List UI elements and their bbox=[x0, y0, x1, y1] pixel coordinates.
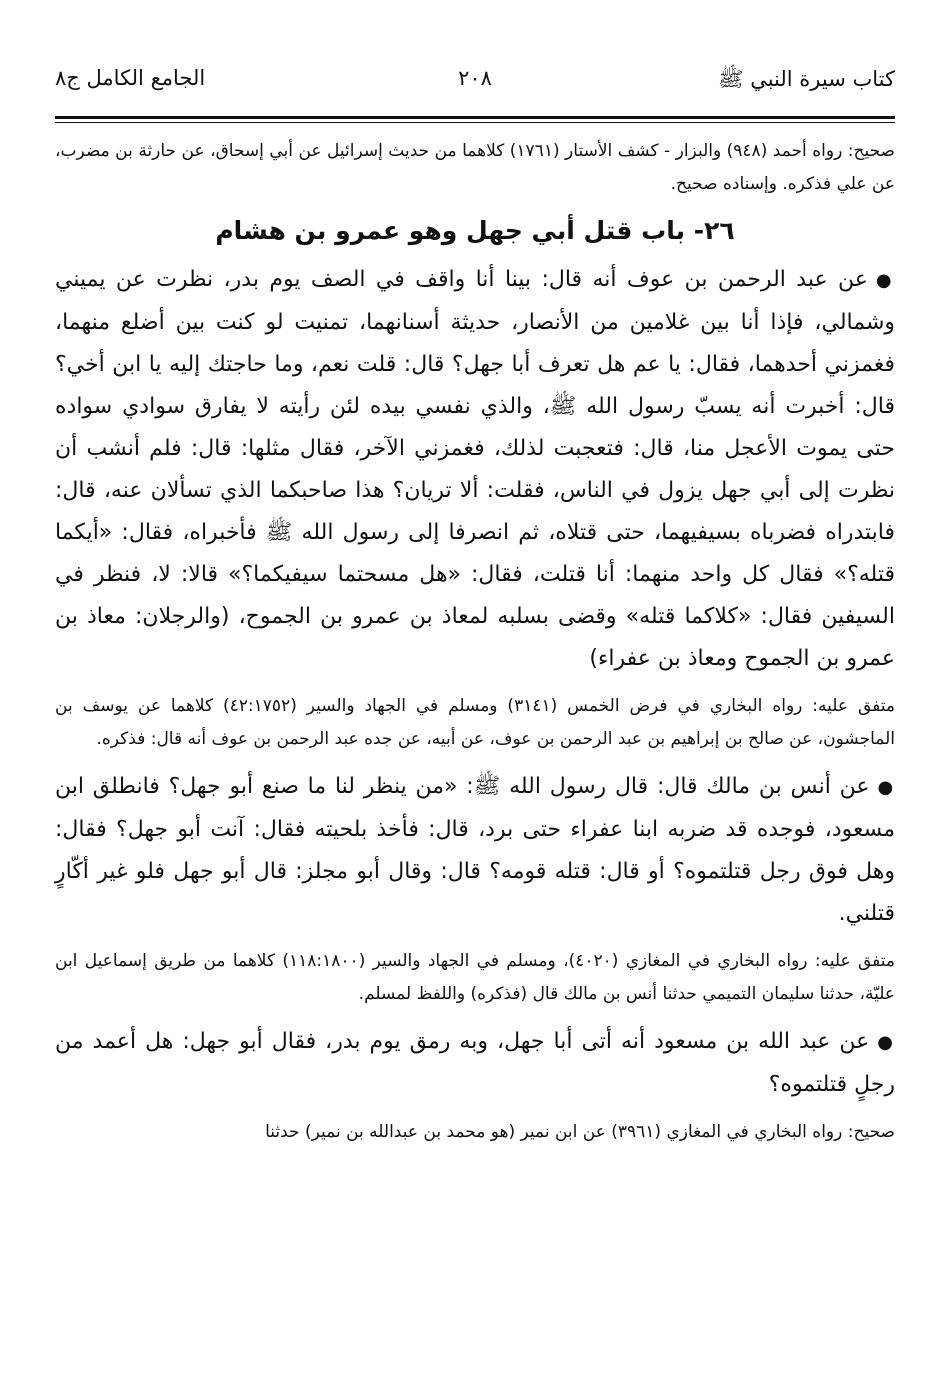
hadith-paragraph bbox=[55, 1021, 895, 1106]
page-number: ٢٠٨ bbox=[458, 66, 492, 90]
hadith-text: عن عبد الله بن مسعود أنه أتى أبا جهل، وبه رمق يوم بدر، فقال أبو جهل: هل أعمد من رجلٍ قتلتموه؟ bbox=[55, 1029, 895, 1097]
hadith-text: عن عبد الرحمن بن عوف أنه قال: بينا أنا واقف في الصف يوم بدر، نظرت عن يميني وشمالي، فإذا أنا بين غلامين من الأنصار، حديثة أسنانهما، تمنيت لو كنت بين أضلع منهما، فغمزني أحدهما، فقال: يا عم هل تعرف أبا جهل؟ قال: قلت نعم، وما حاجتك إليه يا ابن أخي؟ قال: أخبرت أنه يسبّ رسول الله ﷺ، والذي نفسي بيده لئن رأيته لا يفارق سوادي سواده حتى يموت الأعجل منا، قال: فتعجبت لذلك، فغمزني الآخر، فقال مثلها: قال: فلم أنشب أن نظرت إلى أبي جهل يزول في الناس، فقلت: ألا تريان؟ هذا صاحبكما الذي تسألان عنه، قال: فابتدراه فضرباه بسيفيهما، حتى قتلاه، ثم انصرفا إلى رسول الله ﷺ فأخبراه، فقال: «أيكما قتله؟» فقال كل واحد منهما: أنا قتلت، فقال: «هل مسحتما سيفيكما؟» قالا: لا، فنظر في السيفين فقال: «كلاكما قتله» وقضى بسلبه لمعاذ بن عمرو بن الجموح، (والرجلان: معاذ بن عمرو بن الجموح ومعاذ بن عفراء) bbox=[55, 267, 895, 671]
page-header bbox=[55, 62, 895, 98]
takhrij-note: متفق عليه: رواه البخاري في المغازي (٤٠٢٠)، ومسلم في الجهاد والسير (١١٨:١٨٠٠) كلاهما من طريق إسماعيل ابن عليّة، حدثنا سليمان التميمي حدثنا أنس بن مالك قال (فذكره) واللفظ لمسلم. bbox=[55, 951, 895, 1004]
takhrij-note: متفق عليه: رواه البخاري في فرض الخمس (٣١٤١) ومسلم في الجهاد والسير (٤٢:١٧٥٢) كلاهما عن يوسف بن الماجشون، عن صالح بن إبراهيم بن عبد الرحمن بن عوف، عن أبيه، عن جده عبد الرحمن بن عوف أنه قال: فذكره. bbox=[55, 696, 895, 749]
document-page bbox=[55, 62, 895, 1362]
bullet-icon: ● bbox=[877, 1032, 895, 1053]
book-title: كتاب سيرة النبي ﷺ bbox=[718, 67, 895, 91]
header-rule-thin bbox=[55, 122, 895, 123]
volume-title: الجامع الكامل ج٨ bbox=[55, 66, 206, 90]
bullet-icon: ● bbox=[877, 777, 895, 798]
bullet-icon: ● bbox=[875, 270, 895, 291]
hadith-paragraph bbox=[55, 259, 895, 680]
chapter-title: ٢٦- باب قتل أبي جهل وهو عمرو بن هشام bbox=[215, 216, 735, 245]
hadith-text: عن أنس بن مالك قال: قال رسول الله ﷺ: «من ينظر لنا ما صنع أبو جهل؟ فانطلق ابن مسعود، فوجده قد ضربه ابنا عفراء حتى برد، قال: فأخذ بلحيته فقال: آنت أبو جهل؟ فقال: وهل فوق رجل قتلتموه؟ أو قال: قتله قومه؟ قال: وقال أبو مجلز: قال أبو جهل فلو غير أكّارٍ قتلني. bbox=[55, 774, 895, 926]
header-rule-thick bbox=[55, 116, 895, 119]
takhrij-note: صحيح: رواه البخاري في المغازي (٣٩٦١) عن ابن نمير (هو محمد بن عبدالله بن نمير) حدثنا bbox=[265, 1122, 895, 1142]
takhrij-note: صحيح: رواه أحمد (٩٤٨) والبزار - كشف الأستار (١٧٦١) كلاهما من حديث إسرائيل عن أبي إسحاق، عن حارثة بن مضرب، عن علي فذكره. وإسناده صحيح. bbox=[55, 141, 895, 194]
hadith-paragraph bbox=[55, 766, 895, 935]
